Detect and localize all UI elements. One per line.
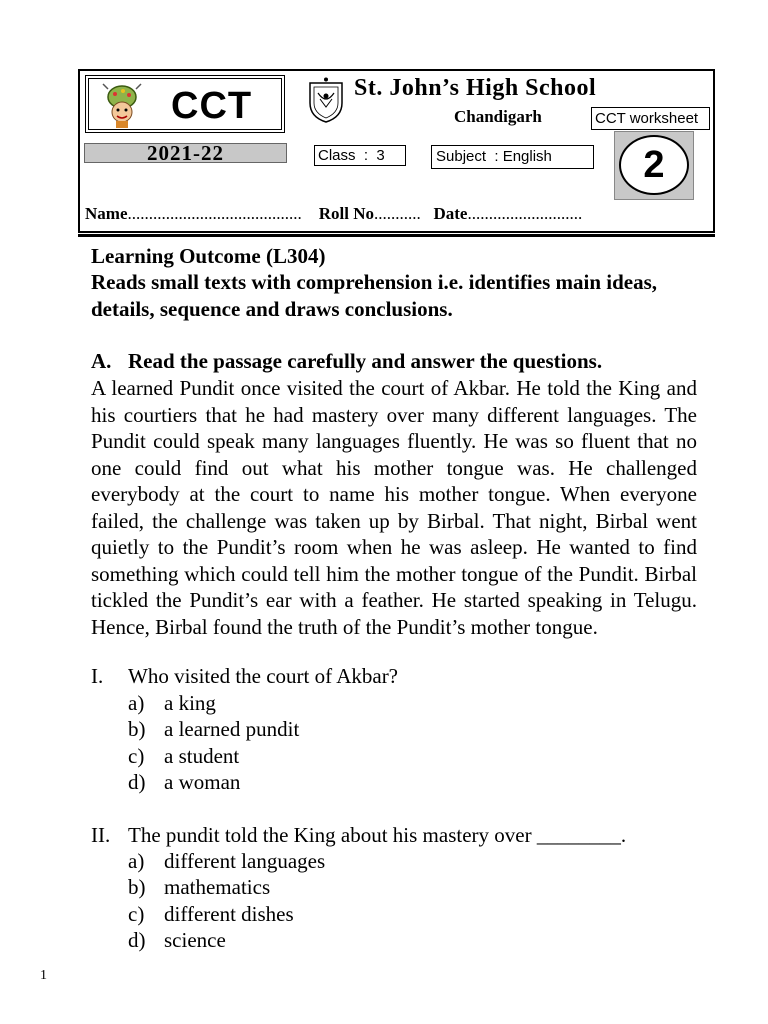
option-letter: d) [128,927,146,952]
student-info-row [85,204,582,224]
cct-logo-box [85,75,285,133]
date-label: Date [433,204,468,223]
section-a-label: A. [91,349,112,373]
answer-option[interactable] [128,769,299,795]
worksheet-header [78,69,715,233]
name-label: Name [85,204,128,223]
option-text: science [164,927,226,952]
option-letter: b) [128,875,146,900]
learning-outcome-title: Learning Outcome (L304) [91,244,326,268]
header-divider [78,234,715,237]
option-text: a student [164,743,240,768]
school-crest-icon [307,77,345,123]
class-field: Class : 3 [314,145,406,166]
option-letter: c) [128,743,145,768]
answer-option[interactable] [128,848,325,874]
reading-passage: A learned Pundit once visited the court of Akbar. He told the King and his courtiers that he had mastery over many different languages. The Pundit could speak many languages fluently. He was so fluent that no one could find out what his mother tongue was. He challenged everybody at the court to name his mother tongue. When everyone failed, the challenge was taken up by Birbal. That night, Birbal went quietly to the Pundit’s room when he was asleep. He wanted to find something which could tell him the mother tongue of the Pundit. Birbal tickled the Pundit’s ear with a feather. He started speaking in Telugu. Hence, Birbal found the truth of the Pundit’s mother tongue. [91,376,697,639]
section-a-heading [91,348,697,375]
option-letter: c) [128,901,145,926]
cct-logo-text: CCT [171,85,253,127]
option-text: different dishes [164,901,294,926]
worksheet-label: CCT worksheet [591,107,710,130]
answer-option[interactable] [128,716,299,742]
question-number: I. [91,664,104,688]
option-letter: a) [128,691,145,715]
worksheet-number-box [614,131,694,200]
answer-option[interactable] [128,690,299,716]
option-text: a woman [164,769,241,794]
section-a-instruction: Read the passage carefully and answer the questions. [128,349,603,373]
mascot-icon [99,83,145,129]
answer-option[interactable] [128,743,299,769]
question-text: Who visited the court of Akbar? [128,664,399,688]
page-number: 1 [40,968,47,983]
school-name: St. John’s High School [354,75,597,101]
question-text: The pundit told the King about his mastery over ________. [128,823,627,847]
answer-option[interactable] [128,874,325,900]
option-letter: b) [128,717,146,742]
answer-options [128,848,325,953]
answer-option[interactable] [128,927,325,953]
option-letter: d) [128,769,146,794]
learning-outcome-description: Reads small texts with comprehension i.e. identifies main ideas, details, sequence and draws conclusions. [91,270,658,321]
answer-option[interactable] [128,901,325,927]
question-number: II. [91,823,111,847]
worksheet-number: 2 [619,135,689,195]
roll-blank: ........... [373,204,421,223]
answer-options [128,690,299,795]
option-text: mathematics [164,875,271,900]
option-text: a learned pundit [164,717,300,742]
question [91,822,711,849]
roll-label: Roll No [318,204,374,223]
subject-field: Subject : English [431,145,594,169]
date-blank: ........................... [467,204,583,223]
name-blank: ......................................... [127,204,302,223]
school-city: Chandigarh [454,107,542,126]
question [91,663,711,690]
option-text: a king [164,691,216,715]
option-letter: a) [128,849,145,873]
option-text: different languages [164,849,326,873]
academic-year: 2021-22 [84,143,287,163]
